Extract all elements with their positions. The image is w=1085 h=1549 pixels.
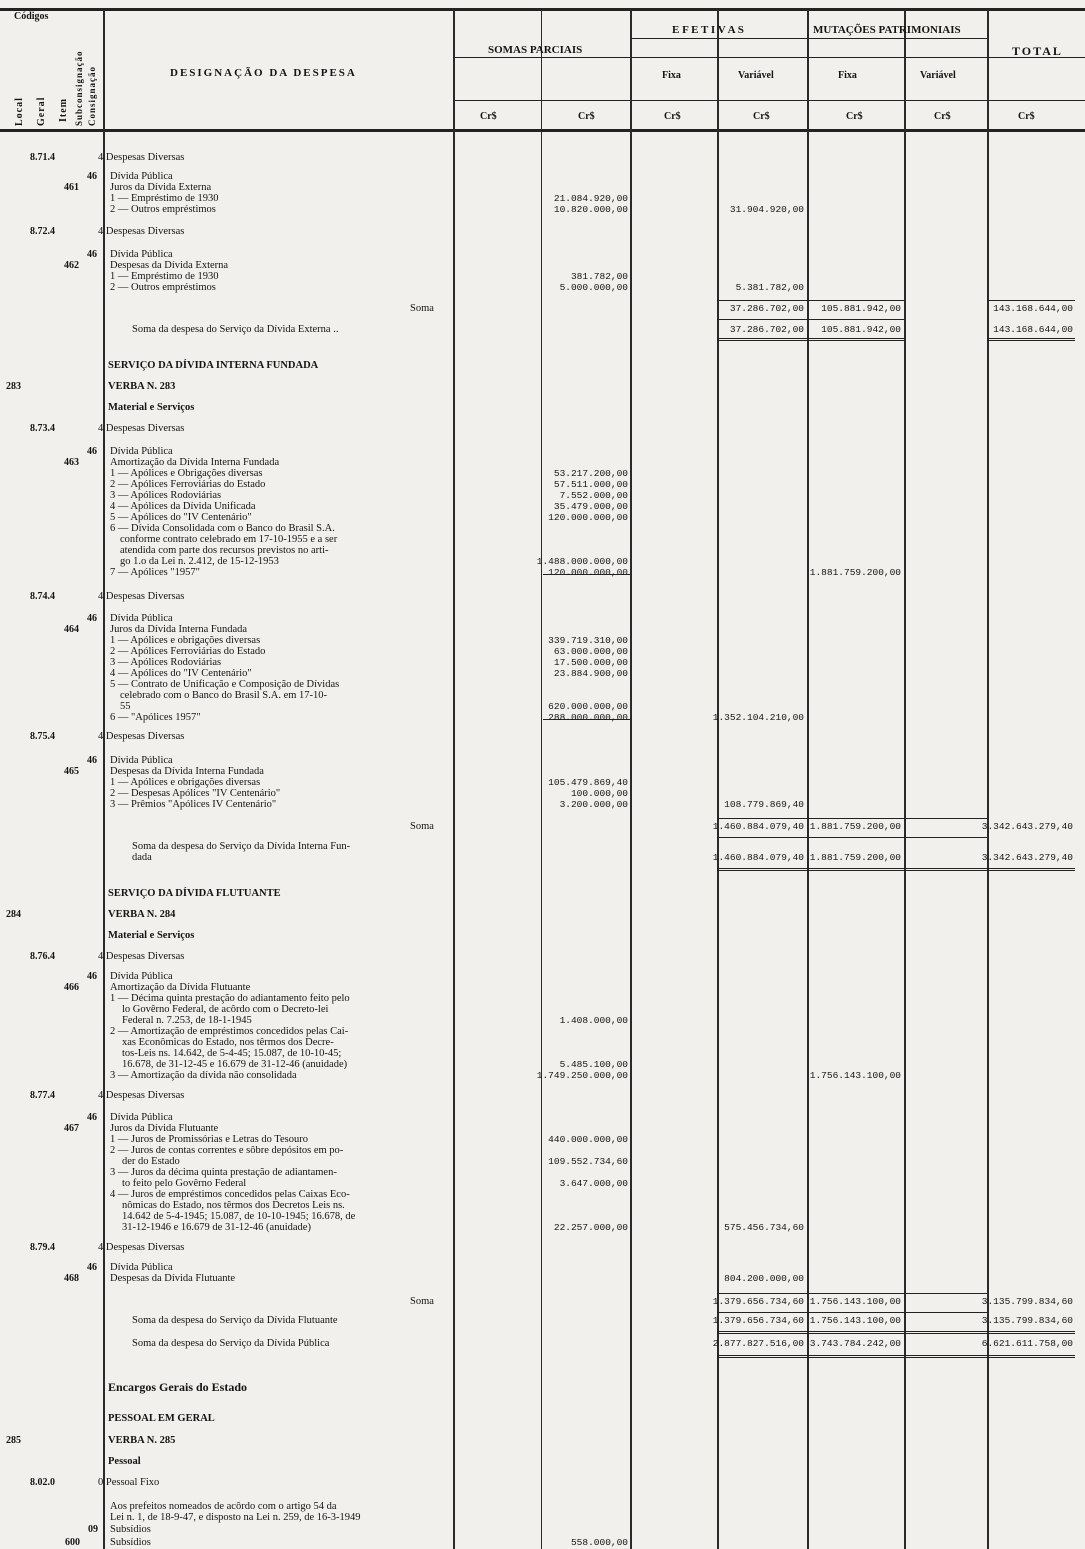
code-label: 46 (87, 1262, 97, 1273)
designation-row: 1 — Apólices e obrigações diversas (110, 777, 261, 788)
designation-row: Dívida Pública (110, 446, 173, 457)
sum-rule (717, 837, 987, 838)
designation-row: go 1.o da Lei n. 2.412, de 15-12-1953 (120, 556, 279, 567)
amount-cell: 3.342.643.279,40 (981, 821, 1073, 832)
code-label: 8.75.4 (30, 731, 55, 742)
header-top-rule (0, 8, 1085, 11)
code-label: 46 (87, 755, 97, 766)
designation-row: 2 — Despesas Apólices "IV Centenário" (110, 788, 281, 799)
amount-cell: 1.749.250.000,00 (536, 1070, 628, 1081)
sum-rule (543, 574, 630, 575)
designation-row: Soma da despesa do Serviço da Dívida Flutuante (132, 1315, 338, 1326)
sum-rule (717, 1312, 987, 1313)
cr-col7: Cr$ (1018, 111, 1035, 122)
designation-row: 3 — Apólices Rodoviárias (110, 490, 222, 501)
designation-row: 4 Despesas Diversas (98, 152, 185, 163)
code-label: 600 (65, 1537, 80, 1548)
designation-row: PESSOAL EM GERAL (108, 1413, 215, 1424)
amount-cell: 7.552.000,00 (559, 490, 628, 501)
amount-cell: 1.488.000.000,00 (536, 556, 628, 567)
amount-cell: 105.479.869,40 (548, 777, 628, 788)
cr-col5: Cr$ (846, 111, 863, 122)
efetivas-header: E F E T I V A S (672, 24, 744, 36)
amount-cell: 5.381.782,00 (735, 282, 804, 293)
col-rule-designation (453, 10, 455, 1549)
sum-rule (987, 338, 1075, 341)
designation-row: Amortização da Dívida Interna Fundada (110, 457, 280, 468)
code-label: 461 (64, 182, 79, 193)
amount-cell: 10.820.000,00 (553, 204, 628, 215)
sum-rule (717, 1293, 987, 1294)
cr-col2: Cr$ (578, 111, 595, 122)
designation-row: Material e Serviços (108, 930, 195, 941)
sum-rule (717, 818, 987, 819)
amount-cell: 1.756.143.100,00 (809, 1315, 901, 1326)
designation-row: Pessoal (108, 1456, 141, 1467)
amount-cell: 1.881.759.200,00 (809, 852, 901, 863)
designation-row: Juros da Dívida Flutuante (110, 1123, 219, 1134)
designation-row: 5 — Contrato de Unificação e Composição de Dívidas (110, 679, 340, 690)
amount-cell: 37.286.702,00 (729, 303, 804, 314)
amount-cell: 3.342.643.279,40 (981, 852, 1073, 863)
amount-cell: 1.881.759.200,00 (809, 821, 901, 832)
amount-cell: 120.000.000,00 (548, 512, 628, 523)
amount-cell: 105.881.942,00 (821, 324, 901, 335)
designation-row: 2 — Juros de contas correntes e sôbre depósitos em po- (110, 1145, 344, 1156)
consignacao-header: Consignação (87, 65, 97, 126)
amount-cell: 143.168.644,00 (993, 303, 1073, 314)
cr-col1: Cr$ (480, 111, 497, 122)
amount-cell: 21.084.920,00 (553, 193, 628, 204)
code-label: 464 (64, 624, 79, 635)
designation-row: 0 Pessoal Fixo (98, 1477, 160, 1488)
designacao-header: DESIGNAÇÃO DA DESPESA (170, 67, 357, 79)
code-label: 466 (64, 982, 79, 993)
code-label: 8.79.4 (30, 1242, 55, 1253)
designation-row: 4 Despesas Diversas (98, 591, 185, 602)
code-label: 46 (87, 971, 97, 982)
designation-row: 1 — Décima quinta prestação do adiantamento feito pelo (110, 993, 350, 1004)
amount-cell: 1.352.104.210,00 (712, 712, 804, 723)
amount-cell: 3.135.799.834,60 (981, 1315, 1073, 1326)
designation-row: 2 — Amortização de empréstimos concedidos pelas Cai- (110, 1026, 349, 1037)
amount-cell: 31.904.920,00 (729, 204, 804, 215)
designation-row: Juros da Dívida Externa (110, 182, 212, 193)
designation-row: Dívida Pública (110, 755, 173, 766)
amount-cell: 558.000,00 (570, 1537, 628, 1548)
designation-row: Soma da despesa do Serviço da Dívida Externa .. (132, 324, 339, 335)
amount-cell: 3.200.000,00 (559, 799, 628, 810)
code-label: 46 (87, 249, 97, 260)
designation-row: Dívida Pública (110, 613, 173, 624)
designation-row: Dívida Pública (110, 171, 173, 182)
designation-row: 2 — Outros empréstimos (110, 282, 216, 293)
code-label: 463 (64, 457, 79, 468)
designation-row: Soma da despesa do Serviço da Dívida Pública (132, 1338, 330, 1349)
designation-row: 4 Despesas Diversas (98, 226, 185, 237)
designation-row: Juros da Dívida Interna Fundada (110, 624, 248, 635)
code-label: 8.73.4 (30, 423, 55, 434)
designation-row: 4 Despesas Diversas (98, 423, 185, 434)
geral-header: Geral (36, 96, 47, 126)
header-bottom-rule (0, 129, 1085, 132)
header-subdivider-2 (630, 38, 988, 39)
amount-cell: 381.782,00 (570, 271, 628, 282)
amount-cell: 100.000,00 (570, 788, 628, 799)
amount-cell: 17.500.000,00 (553, 657, 628, 668)
designation-row: Soma (410, 303, 434, 314)
mut-fixa-header: Fixa (838, 70, 857, 81)
designation-row: 4 — Apólices da Dívida Unificada (110, 501, 256, 512)
designation-row: 7 — Apólices "1957" (110, 567, 200, 578)
code-label: 8.76.4 (30, 951, 55, 962)
sum-rule (717, 319, 904, 320)
amount-cell: 105.881.942,00 (821, 303, 901, 314)
amount-cell: 109.552.734,60 (548, 1156, 628, 1167)
amount-cell: 6.621.611.758,00 (981, 1338, 1073, 1349)
amount-cell: 5.000.000,00 (559, 282, 628, 293)
designation-row: 3 — Apólices Rodoviárias (110, 657, 222, 668)
code-label: 467 (64, 1123, 79, 1134)
sum-rule (717, 338, 904, 341)
code-label: 8.77.4 (30, 1090, 55, 1101)
cr-col3: Cr$ (664, 111, 681, 122)
designation-row: 2 — Outros empréstimos (110, 204, 216, 215)
designation-row: 4 — Apólices do "IV Centenário" (110, 668, 252, 679)
designation-row: der do Estado (122, 1156, 180, 1167)
mutacoes-header: MUTAÇÕES PATRIMONIAIS (813, 24, 961, 36)
amount-cell: 1.756.143.100,00 (809, 1296, 901, 1307)
designation-row: atendida com parte dos recursos previstos no arti- (120, 545, 329, 556)
amount-cell: 37.286.702,00 (729, 324, 804, 335)
designation-row: Dívida Pública (110, 249, 173, 260)
amount-cell: 120.000.000,00 (548, 567, 628, 578)
sum-rule (987, 300, 1075, 301)
designation-row: 5 — Apólices do "IV Centenário" (110, 512, 252, 523)
designation-row: Material e Serviços (108, 402, 195, 413)
efe-fixa-header: Fixa (662, 70, 681, 81)
code-label: 46 (87, 171, 97, 182)
amount-cell: 5.485.100,00 (559, 1059, 628, 1070)
mut-var-header: Variável (920, 70, 956, 81)
designation-row: to feito pelo Govêrno Federal (122, 1178, 247, 1189)
sum-rule (717, 1355, 1075, 1358)
designation-row: 3 — Prêmios "Apólices IV Centenário" (110, 799, 277, 810)
amount-cell: 3.743.784.242,00 (809, 1338, 901, 1349)
designation-row: Dívida Pública (110, 1262, 173, 1273)
sum-rule (987, 868, 1075, 871)
designation-row: 16.678, de 31-12-45 e 16.679 de 31-12-46 (anuidade) (122, 1059, 348, 1070)
col-rule-partial2 (630, 10, 632, 1549)
designation-row: Soma da despesa do Serviço da Dívida Interna Fun- (132, 841, 351, 852)
designation-row: 4 Despesas Diversas (98, 731, 185, 742)
code-label: 09 (88, 1524, 98, 1535)
designation-row: 1 — Apólices e Obrigações diversas (110, 468, 263, 479)
code-label: 283 (6, 381, 21, 392)
col-rule-efe-var (807, 10, 809, 1549)
designation-row: 4 Despesas Diversas (98, 1090, 185, 1101)
designation-row: 55 (120, 701, 131, 712)
code-label: 8.71.4 (30, 152, 55, 163)
designation-row: Dívida Pública (110, 971, 173, 982)
amount-cell: 22.257.000,00 (553, 1222, 628, 1233)
designation-row: 4 Despesas Diversas (98, 951, 185, 962)
amount-cell: 1.408.000,00 (559, 1015, 628, 1026)
designation-row: 2 — Apólices Ferroviárias do Estado (110, 646, 266, 657)
designation-row: SERVIÇO DA DÍVIDA FLUTUANTE (108, 888, 281, 899)
designation-row: 1 — Apólices e obrigações diversas (110, 635, 261, 646)
amount-cell: 804.200.000,00 (724, 1273, 804, 1284)
amount-cell: 339.719.310,00 (548, 635, 628, 646)
amount-cell: 2.877.827.516,00 (712, 1338, 804, 1349)
designation-row: Despesas da Dívida Externa (110, 260, 229, 271)
designation-row: 1 — Empréstimo de 1930 (110, 193, 219, 204)
code-label: 8.74.4 (30, 591, 55, 602)
designation-row: 2 — Apólices Ferroviárias do Estado (110, 479, 266, 490)
sum-rule (717, 1331, 1075, 1334)
amount-cell: 23.884.900,00 (553, 668, 628, 679)
designation-row: 3 — Juros da décima quinta prestação de adiantamen- (110, 1167, 337, 1178)
designation-row: 31-12-1946 e 16.679 de 31-12-46 (anuidade) (122, 1222, 311, 1233)
code-label: 46 (87, 1112, 97, 1123)
designation-row: 4 — Juros de empréstimos concedidos pelas Caixas Eco- (110, 1189, 350, 1200)
designation-row: tos-Leis ns. 14.642, de 5-4-45; 15.087, de 10-10-45; (122, 1048, 342, 1059)
designation-row: Despesas da Dívida Interna Fundada (110, 766, 264, 777)
somas-parciais-header: SOMAS PARCIAIS (488, 44, 583, 56)
amount-cell: 1.881.759.200,00 (809, 567, 901, 578)
amount-cell: 3.647.000,00 (559, 1178, 628, 1189)
designation-row: 1 — Juros de Promissórias e Letras do Tesouro (110, 1134, 308, 1145)
designation-row: Federal n. 7.253, de 18-1-1945 (122, 1015, 252, 1026)
designation-row: 3 — Amortização da dívida não consolidada (110, 1070, 297, 1081)
amount-cell: 1.460.884.079,40 (712, 821, 804, 832)
designation-row: Soma (410, 1296, 434, 1307)
col-rule-mut-fixa (904, 10, 906, 1549)
designation-row: 4 Despesas Diversas (98, 1242, 185, 1253)
local-header: Local (14, 97, 25, 126)
amount-cell: 35.479.000,00 (553, 501, 628, 512)
code-label: 46 (87, 613, 97, 624)
amount-cell: 1.379.656.734,60 (712, 1296, 804, 1307)
cr-col6: Cr$ (934, 111, 951, 122)
designation-row: Dívida Pública (110, 1112, 173, 1123)
code-label: 8.02.0 (30, 1477, 55, 1488)
code-label: 285 (6, 1435, 21, 1446)
designation-row: lo Govêrno Federal, de acôrdo com o Decreto-lei (122, 1004, 329, 1015)
designation-row: 1 — Empréstimo de 1930 (110, 271, 219, 282)
col-rule-codes (103, 10, 105, 1549)
total-header: TOTAL (1012, 44, 1063, 58)
designation-row: Despesas da Dívida Flutuante (110, 1273, 236, 1284)
header-subdivider-3 (453, 100, 1085, 101)
designation-row: Amortização da Dívida Flutuante (110, 982, 251, 993)
header-subdivider (453, 57, 1085, 58)
efe-var-header: Variável (738, 70, 774, 81)
codigos-header: Códigos (14, 11, 49, 22)
designation-row: VERBA N. 285 (108, 1435, 176, 1446)
designation-row: celebrado com o Banco do Brasil S.A. em 17-10- (120, 690, 328, 701)
col-rule-partial1 (541, 10, 542, 1549)
amount-cell: 108.779.869,40 (724, 799, 804, 810)
designation-row: SERVIÇO DA DÍVIDA INTERNA FUNDADA (108, 360, 319, 371)
code-label: 462 (64, 260, 79, 271)
code-label: 465 (64, 766, 79, 777)
designation-row: nômicas do Estado, nos têrmos dos Decretos Leis ns. (122, 1200, 345, 1211)
amount-cell: 53.217.200,00 (553, 468, 628, 479)
sum-rule (543, 719, 630, 720)
amount-cell: 1.460.884.079,40 (712, 852, 804, 863)
designation-row: VERBA N. 283 (108, 381, 176, 392)
designation-row: Encargos Gerais do Estado (108, 1380, 248, 1394)
designation-row: xas Econômicas do Estado, nos têrmos dos Decre- (122, 1037, 334, 1048)
sum-rule (717, 300, 904, 301)
item-header: Item (58, 98, 69, 122)
code-label: 284 (6, 909, 21, 920)
amount-cell: 440.000.000,00 (548, 1134, 628, 1145)
designation-row: Aos prefeitos nomeados de acôrdo com o artigo 54 da (110, 1501, 337, 1512)
designation-row: Subsídios (110, 1537, 151, 1548)
code-label: 46 (87, 446, 97, 457)
designation-row: 6 — "Apólices 1957" (110, 712, 201, 723)
designation-row: 14.642 de 5-4-1945; 15.087, de 10-10-1945; 16.678, de (122, 1211, 356, 1222)
amount-cell: 63.000.000,00 (553, 646, 628, 657)
designation-row: conforme contrato celebrado em 17-10-1955 e a ser (120, 534, 338, 545)
subconsignacao-header: Subconsignação (74, 50, 84, 126)
amount-cell: 620.000.000,00 (548, 701, 628, 712)
designation-row: VERBA N. 284 (108, 909, 176, 920)
amount-cell: 575.456.734,60 (724, 1222, 804, 1233)
amount-cell: 57.511.000,00 (553, 479, 628, 490)
amount-cell: 143.168.644,00 (993, 324, 1073, 335)
designation-row: Soma (410, 821, 434, 832)
designation-row: Lei n. 1, de 18-9-47, e disposto na Lei n. 259, de 16-3-1949 (110, 1512, 361, 1523)
code-label: 468 (64, 1273, 79, 1284)
amount-cell: 288.000.000,00 (548, 712, 628, 723)
designation-row: 6 — Dívida Consolidada com o Banco do Brasil S.A. (110, 523, 335, 534)
amount-cell: 1.379.656.734,60 (712, 1315, 804, 1326)
designation-row: dada (132, 852, 152, 863)
cr-col4: Cr$ (753, 111, 770, 122)
code-label: 8.72.4 (30, 226, 55, 237)
amount-cell: 3.135.799.834,60 (981, 1296, 1073, 1307)
designation-row: Subsídios (110, 1524, 151, 1535)
sum-rule (717, 868, 987, 871)
amount-cell: 1.756.143.100,00 (809, 1070, 901, 1081)
